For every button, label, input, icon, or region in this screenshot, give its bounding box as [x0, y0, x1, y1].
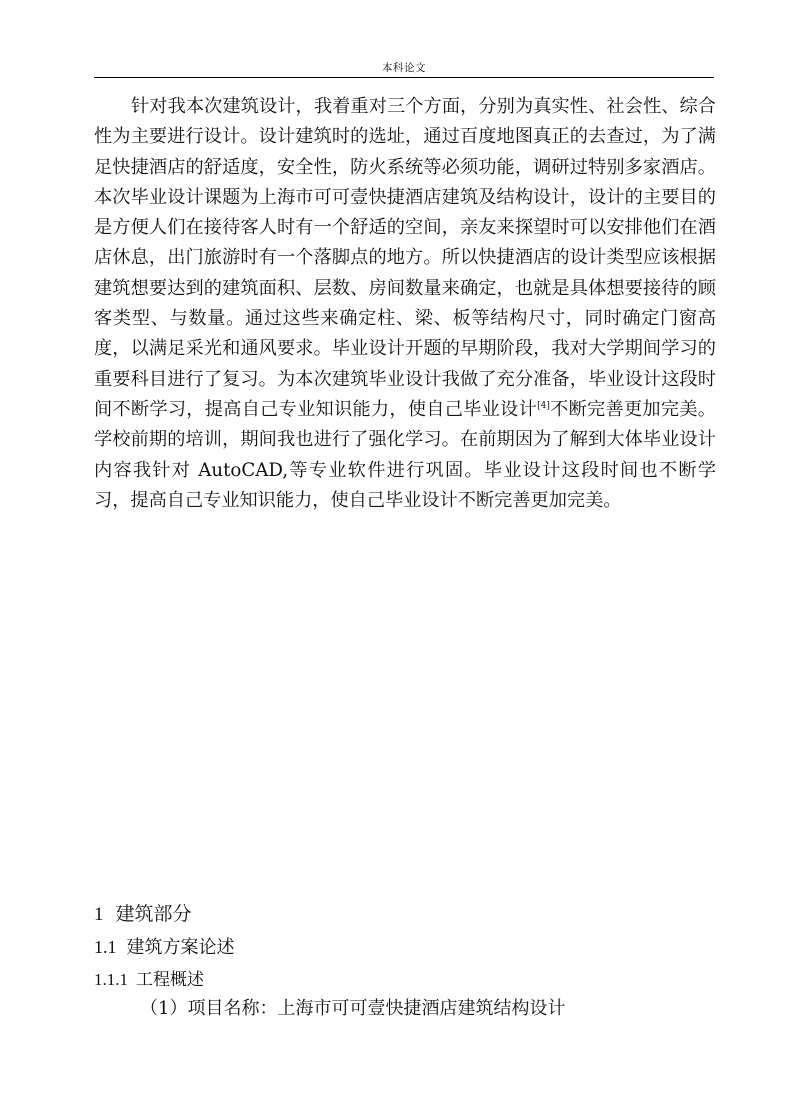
citation-marker: [4] — [537, 400, 550, 411]
section-title: 建筑部分 — [115, 903, 192, 925]
page-header — [94, 61, 714, 78]
section-number: 1 — [94, 904, 104, 925]
paragraph-text-part2: 不断完善更加完美。学校前期的培训，期间我也进行了强化学习。在前期因为了解到大体毕业设计内容我针对 AutoCAD,等专业软件进行巩固。毕业设计这段时间也不断学习，提高自己专业知识能力，使自己毕业设计不断完善更加完美。 — [94, 398, 716, 511]
project-name-item: （1）项目名称：上海市可可壹快捷酒店建筑结构设计 — [140, 998, 566, 1019]
body-paragraph — [94, 92, 716, 516]
paragraph-text-part1: 针对我本次建筑设计，我着重对三个方面，分别为真实性、社会性、综合性为主要进行设计。设计建筑时的选址，通过百度地图真正的去查过，为了满足快捷酒店的舒适度，安全性，防火系统等必须功能，调研过特别多家酒店。本次毕业设计课题为上海市可可壹快捷酒店建筑及结构设计，设计的主要目的是方便人们在接待客人时有一个舒适的空间，亲友来探望时可以安排他们在酒店休息，出门旅游时有一个落脚点的地方。所以快捷酒店的设计类型应该根据建筑想要达到的建筑面积、层数、房间数量来确定，也就是具体想要接待的顾客类型、与数量。通过这些来确定柱、梁、板等结构尺寸，同时确定门窗高度，以满足采光和通风要求。毕业设计开题的早期阶段，我对大学期间学习的重要科目进行了复习。为本次建筑毕业设计我做了充分准备，毕业设计这段时间不断学习，提高自己专业知识能力，使自己毕业设计 — [94, 96, 716, 420]
subsubsection-number: 1.1.1 — [94, 970, 128, 989]
section-heading-1-1-1 — [94, 965, 204, 990]
subsection-title: 建筑方案论述 — [126, 937, 235, 958]
section-heading-1-1 — [94, 933, 235, 959]
subsection-number: 1.1 — [94, 937, 117, 957]
header-title: 本科论文 — [382, 62, 426, 74]
subsubsection-title: 工程概述 — [136, 970, 204, 990]
section-heading-1 — [94, 899, 192, 926]
